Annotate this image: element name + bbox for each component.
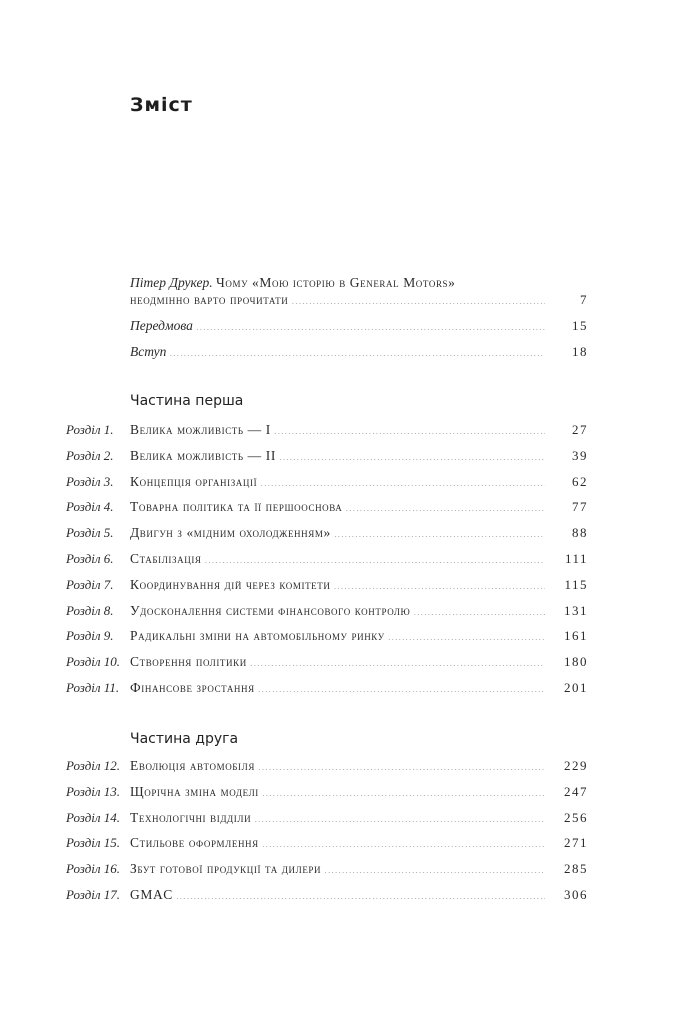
entry-title: Створення політики .....	[130, 649, 545, 677]
toc-entry-chapter[interactable]	[0, 520, 675, 546]
toc-entry-chapter[interactable]	[0, 572, 675, 598]
entry-title: Щорічна зміна моделі .....	[130, 779, 545, 807]
chapter-label: Розділ 11.	[66, 679, 120, 695]
toc-entry-foreword-drucker[interactable]	[0, 275, 675, 313]
chapter-label: Розділ 7.	[66, 576, 114, 592]
toc-entry-chapter[interactable]	[0, 469, 675, 495]
page-number: 88	[572, 525, 588, 541]
toc-entry-chapter[interactable]	[0, 494, 675, 520]
toc-entry-chapter[interactable]	[0, 882, 675, 908]
page-number: 180	[564, 654, 588, 670]
chapter-label: Розділ 8.	[66, 602, 114, 618]
part-one-chapters	[0, 417, 675, 701]
page-number: 306	[564, 886, 588, 902]
chapter-label: Розділ 13.	[66, 783, 121, 799]
page-number: 115	[564, 576, 588, 592]
page-number: 27	[572, 422, 588, 437]
entry-title: Велика можливість — I .....	[130, 417, 545, 445]
page-number: 15	[572, 317, 588, 333]
page-number: 247	[564, 783, 588, 799]
entry-title: Велика можливість — II .....	[130, 443, 545, 471]
part-heading: Частина друга	[130, 731, 239, 747]
front-matter	[0, 275, 675, 364]
toc-entry-chapter[interactable]	[0, 546, 675, 572]
entry-title: Удосконалення системи фінансового контролю .....	[130, 598, 545, 626]
page-number: 161	[564, 628, 588, 644]
chapter-label: Розділ 10.	[66, 654, 121, 670]
page-number: 271	[564, 835, 588, 851]
chapter-label: Розділ 14.	[66, 809, 121, 825]
part-two-chapters	[0, 753, 675, 908]
entry-title: Передмова .....	[130, 313, 545, 341]
toc-entry-chapter[interactable]	[0, 753, 675, 779]
page-number: 111	[564, 550, 588, 566]
entry-title: Стильове оформлення .....	[130, 830, 545, 858]
chapter-label: Розділ 9.	[66, 628, 114, 644]
chapter-label: Розділ 12.	[66, 758, 121, 773]
page-number: 18	[572, 343, 588, 359]
toc-entry-chapter[interactable]	[0, 443, 675, 469]
chapter-label: Розділ 16.	[66, 861, 121, 877]
page-number: 39	[572, 447, 588, 463]
chapter-label: Розділ 6.	[66, 550, 114, 566]
chapter-label: Розділ 15.	[66, 835, 121, 851]
toc-entry-chapter[interactable]	[0, 805, 675, 831]
toc-entry-chapter[interactable]	[0, 830, 675, 856]
entry-title: Вступ .....	[130, 339, 545, 367]
page-number: 229	[564, 758, 588, 773]
chapter-label: Розділ 2.	[66, 447, 114, 463]
entry-title: Еволюція автомобіля .....	[130, 753, 545, 781]
toc-entry-chapter[interactable]	[0, 417, 675, 443]
entry-title: Координування дій через комітети .....	[130, 572, 545, 600]
page-title: Зміст	[130, 94, 193, 116]
page-number: 256	[564, 809, 588, 825]
toc-entry-chapter[interactable]	[0, 779, 675, 805]
part-heading: Частина перша	[130, 393, 244, 409]
entry-title: GMAC .....	[130, 882, 545, 910]
toc-entry-chapter[interactable]	[0, 675, 675, 701]
author: Пітер Друкер.	[130, 275, 213, 290]
toc-entry-chapter[interactable]	[0, 598, 675, 624]
chapter-label: Розділ 3.	[66, 473, 114, 489]
chapter-label: Розділ 5.	[66, 525, 114, 541]
page-number: 62	[572, 473, 588, 489]
entry-title: Радикальні зміни на автомобільному ринку .....	[130, 623, 545, 651]
entry-title: Концепція організації .....	[130, 469, 545, 497]
chapter-label: Розділ 4.	[66, 499, 114, 515]
entry-title: Товарна політика та її першооснова .....	[130, 494, 545, 522]
page-number: 77	[572, 499, 588, 515]
page-number: 201	[564, 679, 588, 695]
chapter-label: Розділ 1.	[66, 422, 114, 437]
title-line1: Чому «Мою історію в General Motors»	[216, 275, 456, 290]
entry-title: Двигун з «мідним охолодженням» .....	[130, 520, 545, 548]
toc-entry-chapter[interactable]	[0, 623, 675, 649]
toc-entry-chapter[interactable]	[0, 856, 675, 882]
toc-entry-introduction[interactable]	[0, 339, 675, 365]
entry-title: неодмінно варто прочитати .....	[130, 287, 545, 315]
page-number: 285	[564, 861, 588, 877]
page-number: 7	[580, 292, 588, 307]
entry-title: Фінансове зростання .....	[130, 675, 545, 703]
entry-title: Технологічні відділи .....	[130, 805, 545, 833]
entry-title: Стабілізація .....	[130, 546, 545, 574]
entry-title: Збут готової продукції та дилери .....	[130, 856, 545, 884]
page-number: 131	[564, 602, 588, 618]
toc-entry-preface[interactable]	[0, 313, 675, 339]
toc-entry-chapter[interactable]	[0, 649, 675, 675]
chapter-label: Розділ 17.	[66, 886, 121, 902]
